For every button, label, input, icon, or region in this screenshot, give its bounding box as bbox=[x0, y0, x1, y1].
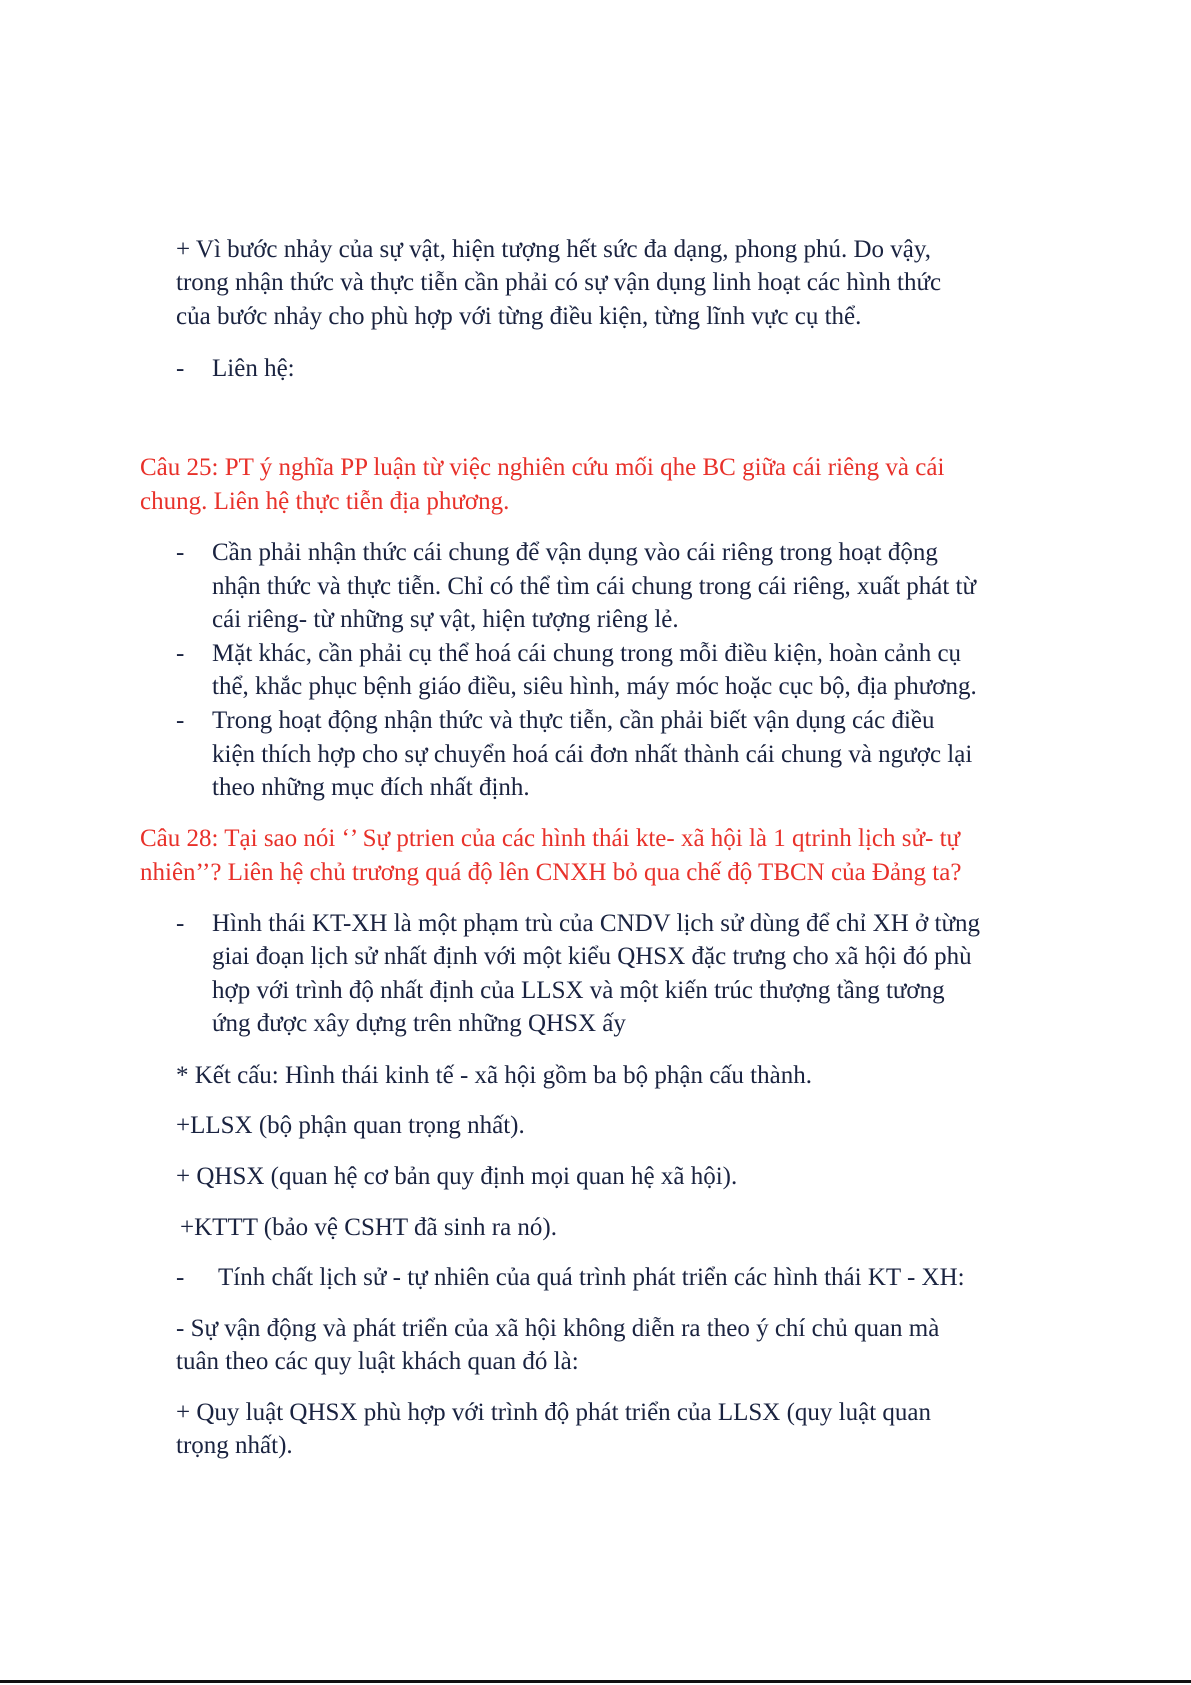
kttt-line: +KTTT (bảo vệ CSHT đã sinh ra nó). bbox=[180, 1214, 558, 1241]
quy-luat-line: trọng nhất). bbox=[176, 1432, 293, 1459]
q25-bullet-line: thể, khắc phục bệnh giáo điều, siêu hình, máy móc hoặc cục bộ, địa phương. bbox=[212, 673, 977, 700]
question-25-title: chung. Liên hệ thực tiễn địa phương. bbox=[140, 488, 510, 515]
q25-bullet-line: theo những mục đích nhất định. bbox=[212, 774, 530, 801]
q25-bullet-line: Cần phải nhận thức cái chung để vận dụng vào cái riêng trong hoạt động bbox=[212, 539, 938, 566]
q25-bullet-line: kiện thích hợp cho sự chuyển hoá cái đơn nhất thành cái chung và ngược lại bbox=[212, 741, 973, 768]
q25-bullet-line: cái riêng- từ những sự vật, hiện tượng riêng lẻ. bbox=[212, 606, 679, 633]
question-28-title: nhiên’’? Liên hệ chủ trương quá độ lên CNXH bỏ qua chế độ TBCN của Đảng ta? bbox=[140, 859, 962, 886]
bullet-dash: - bbox=[176, 539, 185, 566]
q28-bullet-line: giai đoạn lịch sử nhất định với một kiểu QHSX đặc trưng cho xã hội đó phù bbox=[212, 943, 972, 970]
bullet-dash: - bbox=[176, 910, 185, 937]
lien-he-label: Liên hệ: bbox=[212, 355, 295, 382]
question-28-title: Câu 28: Tại sao nói ‘’ Sự ptrien của các hình thái kte- xã hội là 1 qtrinh lịch sử- tự bbox=[140, 825, 961, 852]
van-dong-line: - Sự vận động và phát triển của xã hội không diễn ra theo ý chí chủ quan mà bbox=[176, 1315, 940, 1342]
q28-bullet-line: ứng được xây dựng trên những QHSX ấy bbox=[212, 1010, 626, 1037]
paragraph-line: của bước nhảy cho phù hợp với từng điều kiện, từng lĩnh vực cụ thể. bbox=[176, 303, 862, 330]
q25-bullet-line: Mặt khác, cần phải cụ thể hoá cái chung trong mỗi điều kiện, hoàn cảnh cụ bbox=[212, 640, 962, 667]
bullet-dash: - bbox=[176, 355, 185, 382]
bottom-rule bbox=[0, 1680, 1191, 1683]
ket-cau-line: * Kết cấu: Hình thái kinh tế - xã hội gồm ba bộ phận cấu thành. bbox=[176, 1062, 812, 1089]
bullet-dash: - bbox=[176, 1264, 185, 1291]
q28-bullet-line: hợp với trình độ nhất định của LLSX và một kiến trúc thượng tầng tương bbox=[212, 977, 945, 1004]
qhsx-line: + QHSX (quan hệ cơ bản quy định mọi quan hệ xã hội). bbox=[176, 1163, 738, 1190]
q25-bullet-line: nhận thức và thực tiễn. Chỉ có thể tìm cái chung trong cái riêng, xuất phát từ bbox=[212, 573, 977, 600]
tinh-chat-line: Tính chất lịch sử - tự nhiên của quá trình phát triển các hình thái KT - XH: bbox=[218, 1264, 965, 1291]
q25-bullet-line: Trong hoạt động nhận thức và thực tiễn, cần phải biết vận dụng các điều bbox=[212, 707, 935, 734]
llsx-line: +LLSX (bộ phận quan trọng nhất). bbox=[176, 1112, 525, 1139]
bullet-dash: - bbox=[176, 707, 185, 734]
van-dong-line: tuân theo các quy luật khách quan đó là: bbox=[176, 1348, 579, 1375]
question-25-title: Câu 25: PT ý nghĩa PP luận từ việc nghiên cứu mối qhe BC giữa cái riêng và cái bbox=[140, 454, 945, 481]
paragraph-line: + Vì bước nhảy của sự vật, hiện tượng hết sức đa dạng, phong phú. Do vậy, bbox=[176, 236, 932, 263]
q28-bullet-line: Hình thái KT-XH là một phạm trù của CNDV lịch sử dùng để chỉ XH ở từng bbox=[212, 910, 981, 937]
paragraph-line: trong nhận thức và thực tiễn cần phải có sự vận dụng linh hoạt các hình thức bbox=[176, 269, 942, 296]
quy-luat-line: + Quy luật QHSX phù hợp với trình độ phát triển của LLSX (quy luật quan bbox=[176, 1399, 932, 1426]
bullet-dash: - bbox=[176, 640, 185, 667]
